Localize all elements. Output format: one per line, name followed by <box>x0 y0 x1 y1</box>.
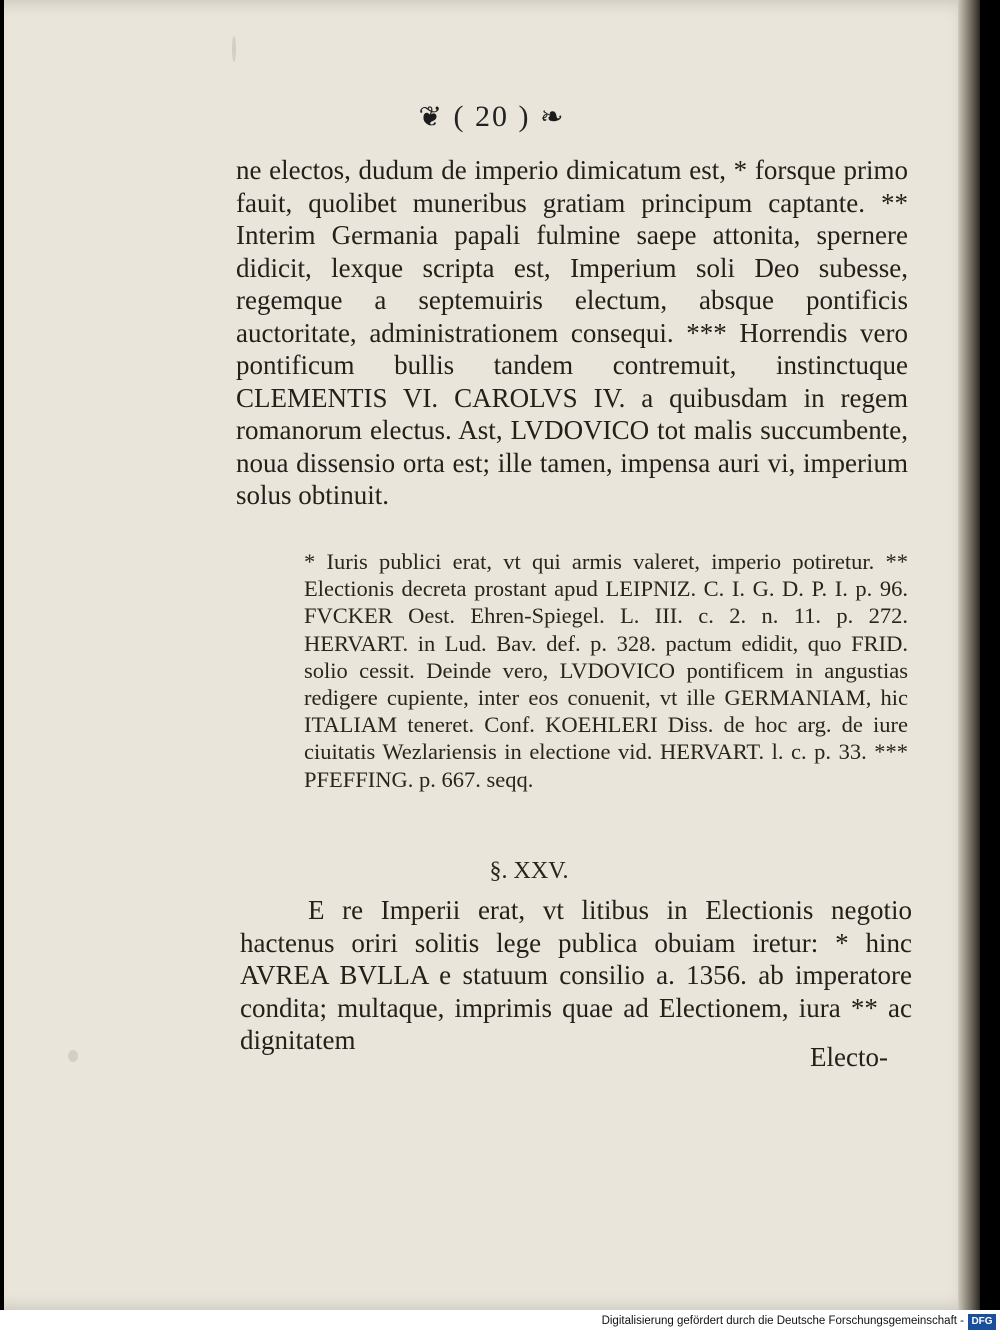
section-heading: §. XXV. <box>489 858 569 884</box>
dfg-logo-icon: DFG <box>968 1314 996 1330</box>
catchword: Electo- <box>810 1042 888 1072</box>
footer-bar <box>0 1310 1000 1334</box>
main-text <box>236 154 908 512</box>
paragraph: E re Imperii erat, vt litibus in Electionis negotio hactenus oriri solitis lege publica obuiam iretur: * hinc AVREA BVLLA e statuum consilio a. 1356. ab imperatore condita; multaque, imprimis quae ad Electionem, iura ** ac dignitatem <box>240 895 912 1055</box>
footnote-text: * Iuris publici erat, vt qui armis valeret, imperio potiretur. ** Electionis decreta prostant apud LEIPNIZ. C. I. G. D. P. I. p. 96. FVCKER Oest. Ehren-Spiegel. L. III. c. 2. n. 11. p. 272. HERVART. in Lud. Bav. def. p. 328. pactum edidit, quo FRID. solio cessit. Deinde vero, LVDOVICO pontificem in angustias redigere cupiente, inter eos conuenit, vt ille GERMANIAM, hic ITALIAM teneret. Conf. KOEHLERI Diss. de hoc arg. de iure ciuitatis Wezlariensis in electione vid. HERVART. l. c. p. 33. *** PFEFFING. p. 667. seqq. <box>304 549 908 792</box>
book-page <box>4 0 980 1310</box>
book-spine <box>958 0 980 1310</box>
left-ornament-icon: ❦ <box>418 102 444 133</box>
paragraph: ne electos, dudum de imperio dimicatum est, * forsque primo fauit, quolibet muneribus gratiam principum captante. ** Interim Germania papali fulmine saepe attonita, spernere didicit, lexque scripta est, Imperium soli Deo subesse, regemque a septemuiris electum, absque pontificis auctoritate, administrationem consequi. *** Horrendis vero pontificum bullis tandem contremuit, instinctuque CLEMENTIS VI. CAROLVS IV. a quibusdam in regem romanorum electus. Ast, LVDOVICO tot malis succumbente, noua dissensio orta est; ille tamen, impensa auri vi, imperium solus obtinuit. <box>236 155 908 510</box>
paper-stain <box>232 36 236 62</box>
footer-credit: Digitalisierung gefördert durch die Deutsche Forschungsgemeinschaft - <box>601 1315 964 1327</box>
section-text <box>240 894 912 1057</box>
footnotes <box>304 548 908 793</box>
page-header <box>4 100 980 134</box>
paper-stain <box>68 1050 78 1062</box>
right-ornament-icon: ❧ <box>539 102 566 133</box>
page-number: ( 20 ) <box>453 100 531 133</box>
